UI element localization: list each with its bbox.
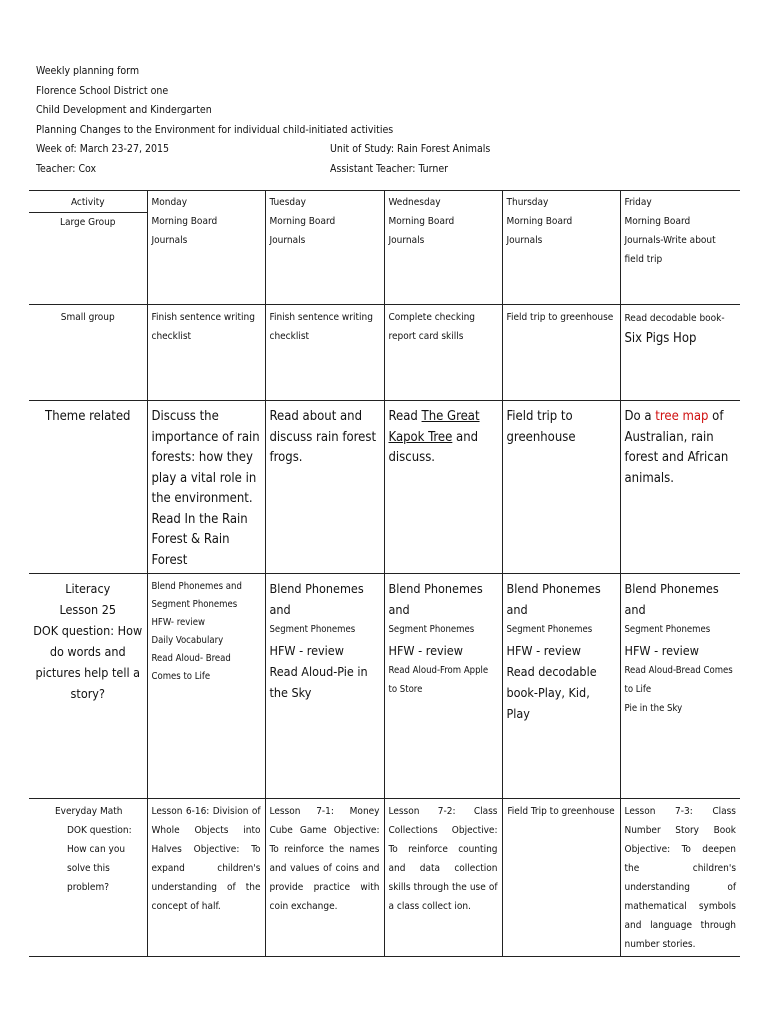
small-group-monday: Finish sentence writing checklist [147, 305, 265, 401]
assistant-teacher: Assistant Teacher: Turner [330, 162, 449, 175]
col-header-activity: Activity [29, 191, 147, 213]
math-thursday: Field Trip to greenhouse [502, 799, 620, 957]
small-group-thursday: Field trip to greenhouse [502, 305, 620, 401]
activity-small-group: Small group [29, 305, 147, 401]
activity-math: Everyday Math DOK question: How can you solve this problem? [29, 799, 147, 957]
theme-wednesday: Read The Great Kapok Tree and discuss. [384, 401, 502, 574]
large-group-friday: Friday Morning Board Journals-Write about field trip [620, 191, 740, 305]
table-row-small-group [29, 305, 740, 401]
math-tuesday: Lesson 7-1: Money Cube Game Objective: To reinforce the names and values of coins and provide practice with coin exchange. [265, 799, 384, 957]
tree-map-highlight: tree map [655, 409, 709, 424]
theme-tuesday: Read about and discuss rain forest frogs. [265, 401, 384, 574]
large-group-tuesday: Tuesday Morning Board Journals [265, 191, 384, 305]
activity-large-group: Large Group [29, 213, 147, 305]
unit-of-study: Unit of Study: Rain Forest Animals [330, 143, 491, 155]
week-of: Week of: March 23-27, 2015 [36, 143, 169, 155]
literacy-thursday: Blend Phonemes and Segment Phonemes HFW - review Read decodable book-Play, Kid, Play [502, 574, 620, 799]
table-row-theme [29, 401, 740, 574]
col-header-thursday: Thursday [506, 197, 549, 208]
large-group-wednesday: Wednesday Morning Board Journals [384, 191, 502, 305]
col-header-monday: Monday [151, 197, 188, 208]
activity-theme: Theme related [29, 401, 147, 574]
teacher: Teacher: Cox [36, 162, 97, 175]
math-monday: Lesson 6-16: Division of Whole Objects into Halves Objective: To expand children's understanding of the concept of half. [147, 799, 265, 957]
large-group-thursday: Thursday Morning Board Journals [502, 191, 620, 305]
table-row-math [29, 799, 740, 957]
teacher-line [36, 160, 736, 180]
literacy-tuesday: Blend Phonemes and Segment Phonemes HFW - review Read Aloud-Pie in the Sky [265, 574, 384, 799]
small-group-wednesday: Complete checking report card skills [384, 305, 502, 401]
theme-thursday: Field trip to greenhouse [502, 401, 620, 574]
week-unit-line [36, 140, 736, 160]
district: Florence School District one [36, 84, 169, 97]
math-wednesday: Lesson 7-2: Class Collections Objective: To reinforce counting and data collection skills through the use of a class collect ion. [384, 799, 502, 957]
table-row-literacy [29, 574, 740, 799]
literacy-monday: Blend Phonemes and Segment Phonemes HFW- review Daily Vocabulary Read Aloud- Bread Comes to Life [147, 574, 265, 799]
col-header-tuesday: Tuesday [269, 197, 306, 208]
table-header-row [29, 191, 740, 213]
program: Child Development and Kindergarten [36, 104, 212, 116]
math-friday: Lesson 7-3: Class Number Story Book Objective: To deepen the children's understanding of mathematical symbols and language through number stories. [620, 799, 740, 957]
subtitle: Planning Changes to the Environment for individual child-initiated activities [36, 123, 394, 136]
theme-monday: Discuss the importance of rain forests: how they play a vital role in the environment. Read In the Rain Forest & Rain Forest [147, 401, 265, 574]
small-group-friday: Read decodable book-Six Pigs Hop [620, 305, 740, 401]
form-title: Weekly planning form [36, 65, 140, 77]
planning-table [29, 190, 740, 957]
small-group-tuesday: Finish sentence writing checklist [265, 305, 384, 401]
header [36, 62, 736, 179]
activity-literacy: Literacy Lesson 25 DOK question: How do words and pictures help tell a story? [29, 574, 147, 799]
literacy-friday: Blend Phonemes and Segment Phonemes HFW - review Read Aloud-Bread Comes to Life Pie in the Sky [620, 574, 740, 799]
book-title: The Great Kapok Tree [388, 409, 480, 445]
col-header-friday: Friday [624, 197, 652, 208]
large-group-monday: Monday Morning Board Journals [147, 191, 265, 305]
theme-friday: Do a tree map of Australian, rain forest and African animals. [620, 401, 740, 574]
col-header-wednesday: Wednesday [388, 197, 441, 208]
literacy-wednesday: Blend Phonemes and Segment Phonemes HFW - review Read Aloud-From Apple to Store [384, 574, 502, 799]
